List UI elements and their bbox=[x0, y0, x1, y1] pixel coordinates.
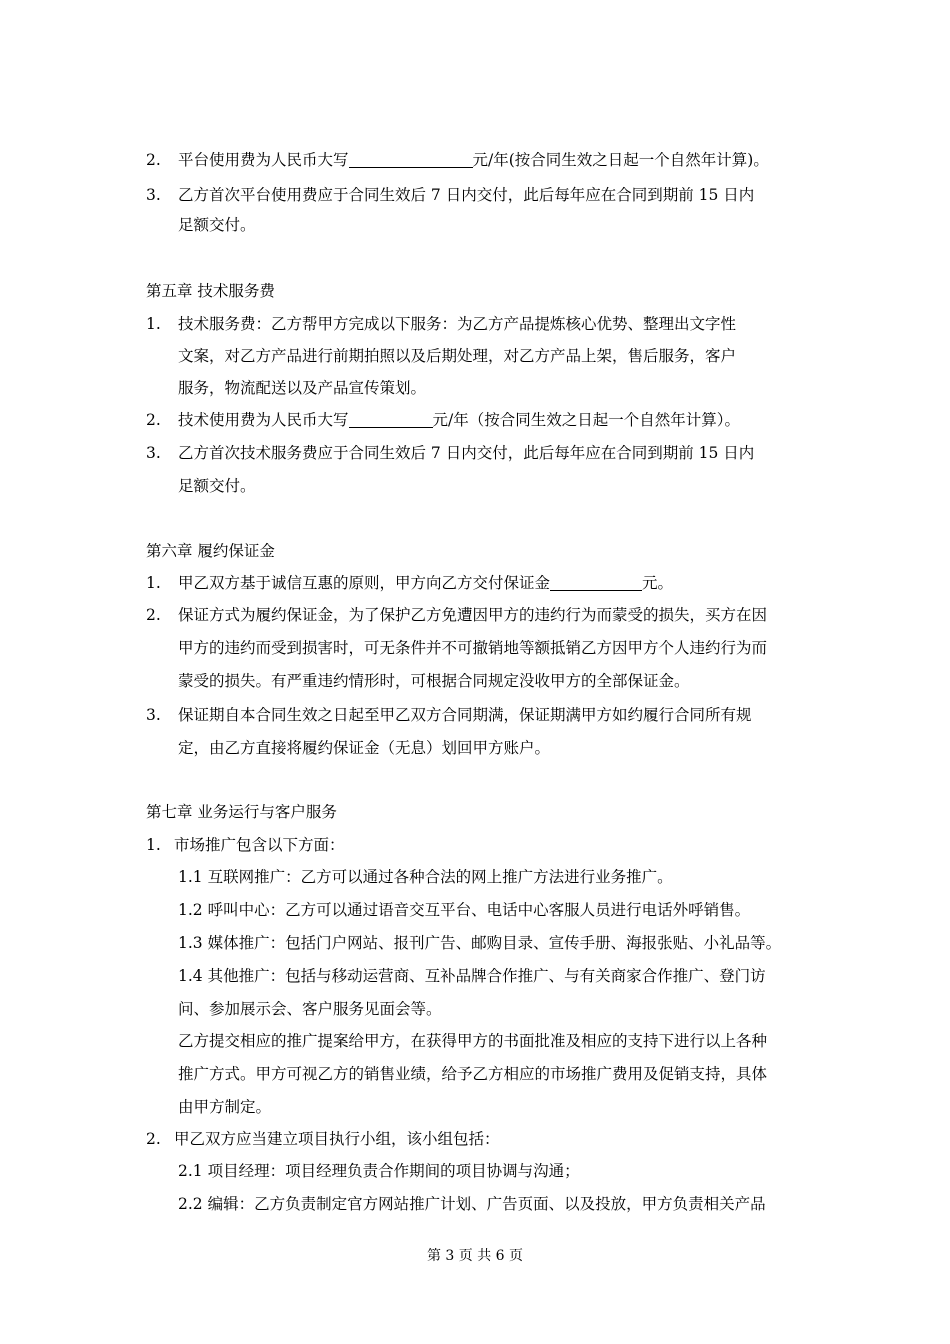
sub-clause: 1.1 互联网推广：乙方可以通过各种合法的网上推广方法进行业务推广。 bbox=[178, 868, 673, 886]
chapter-title: 第六章 履约保证金 bbox=[146, 542, 275, 560]
clause-text: 技术使用费为人民币大写 bbox=[178, 411, 349, 429]
sub-clause: 1.3 媒体推广：包括门户网站、报刊广告、邮购目录、宣传手册、海报张贴、小礼品等。 bbox=[178, 934, 782, 952]
item-number: 3. bbox=[146, 186, 161, 204]
item-number: 1. bbox=[146, 574, 161, 592]
clause-text: 平台使用费为人民币大写 bbox=[178, 151, 349, 169]
chapter-title: 第五章 技术服务费 bbox=[146, 282, 275, 300]
item-number: 2. bbox=[146, 606, 161, 624]
item-number: 2. bbox=[146, 411, 161, 429]
clause-platform-fee bbox=[178, 150, 769, 170]
clause-line: 保证方式为履约保证金，为了保护乙方免遭因甲方的违约行为而蒙受的损失，买方在因 bbox=[178, 606, 768, 624]
amount-blank[interactable] bbox=[550, 576, 642, 591]
clause-line: 技术服务费：乙方帮甲方完成以下服务：为乙方产品提炼核心优势、整理出文字性 bbox=[178, 315, 737, 333]
clause-text: 元/年（按合同生效之日起一个自然年计算）。 bbox=[432, 411, 740, 429]
item-number: 2. bbox=[146, 151, 161, 169]
item-number: 3. bbox=[146, 706, 161, 724]
clause-line: 足额交付。 bbox=[178, 216, 256, 234]
clause-line: 甲乙双方应当建立项目执行小组，该小组包括： bbox=[174, 1130, 500, 1148]
clause-line: 足额交付。 bbox=[178, 477, 256, 495]
sub-clause: 2.2 编辑：乙方负责制定官方网站推广计划、广告页面、以及投放，甲方负责相关产品 bbox=[178, 1195, 766, 1213]
page-number-footer: 第 3 页 共 6 页 bbox=[426, 1248, 524, 1264]
item-number: 3. bbox=[146, 444, 161, 462]
clause-line: 乙方首次技术服务费应于合同生效后 7 日内交付，此后每年应在合同到期前 15 日内 bbox=[178, 444, 755, 462]
sub-clause: 1.4 其他推广：包括与移动运营商、互补品牌合作推广、与有关商家合作推广、登门访 bbox=[178, 967, 766, 985]
chapter-title: 第七章 业务运行与客户服务 bbox=[146, 803, 337, 821]
sub-clause: 2.1 项目经理：项目经理负责合作期间的项目协调与沟通； bbox=[178, 1162, 580, 1180]
clause-tech-fee bbox=[178, 410, 740, 430]
clause-line: 定，由乙方直接将履约保证金（无息）划回甲方账户。 bbox=[178, 739, 551, 757]
clause-line: 蒙受的损失。有严重违约情形时，可根据合同规定没收甲方的全部保证金。 bbox=[178, 672, 690, 690]
clause-line: 乙方首次平台使用费应于合同生效后 7 日内交付，此后每年应在合同到期前 15 日内 bbox=[178, 186, 755, 204]
clause-line: 市场推广包含以下方面： bbox=[174, 836, 345, 854]
sub-clause: 问、参加展示会、客户服务见面会等。 bbox=[178, 1000, 442, 1018]
clause-text: 元/年(按合同生效之日起一个自然年计算)。 bbox=[472, 151, 769, 169]
clause-deposit bbox=[178, 573, 673, 593]
clause-line: 甲方的违约而受到损害时，可无条件并不可撤销地等额抵销乙方因甲方个人违约行为而 bbox=[178, 639, 768, 657]
clause-text: 甲乙双方基于诚信互惠的原则，甲方向乙方交付保证金 bbox=[178, 574, 551, 592]
clause-line: 服务，物流配送以及产品宣传策划。 bbox=[178, 379, 427, 397]
item-number: 1. bbox=[146, 315, 161, 333]
clause-line: 文案，对乙方产品进行前期拍照以及后期处理，对乙方产品上架，售后服务，客户 bbox=[178, 347, 737, 365]
clause-text: 元。 bbox=[642, 574, 674, 592]
paragraph-line: 推广方式。甲方可视乙方的销售业绩，给予乙方相应的市场推广费用及促销支持，具体 bbox=[178, 1065, 768, 1083]
clause-line: 保证期自本合同生效之日起至甲乙双方合同期满，保证期满甲方如约履行合同所有规 bbox=[178, 706, 752, 724]
item-number: 2. bbox=[146, 1130, 161, 1148]
sub-clause: 1.2 呼叫中心：乙方可以通过语音交互平台、电话中心客服人员进行电话外呼销售。 bbox=[178, 901, 751, 919]
amount-blank[interactable] bbox=[349, 153, 473, 168]
amount-blank[interactable] bbox=[349, 413, 433, 428]
item-number: 1. bbox=[146, 836, 161, 854]
paragraph-line: 乙方提交相应的推广提案给甲方，在获得甲方的书面批准及相应的支持下进行以上各种 bbox=[178, 1032, 768, 1050]
paragraph-line: 由甲方制定。 bbox=[178, 1098, 272, 1116]
